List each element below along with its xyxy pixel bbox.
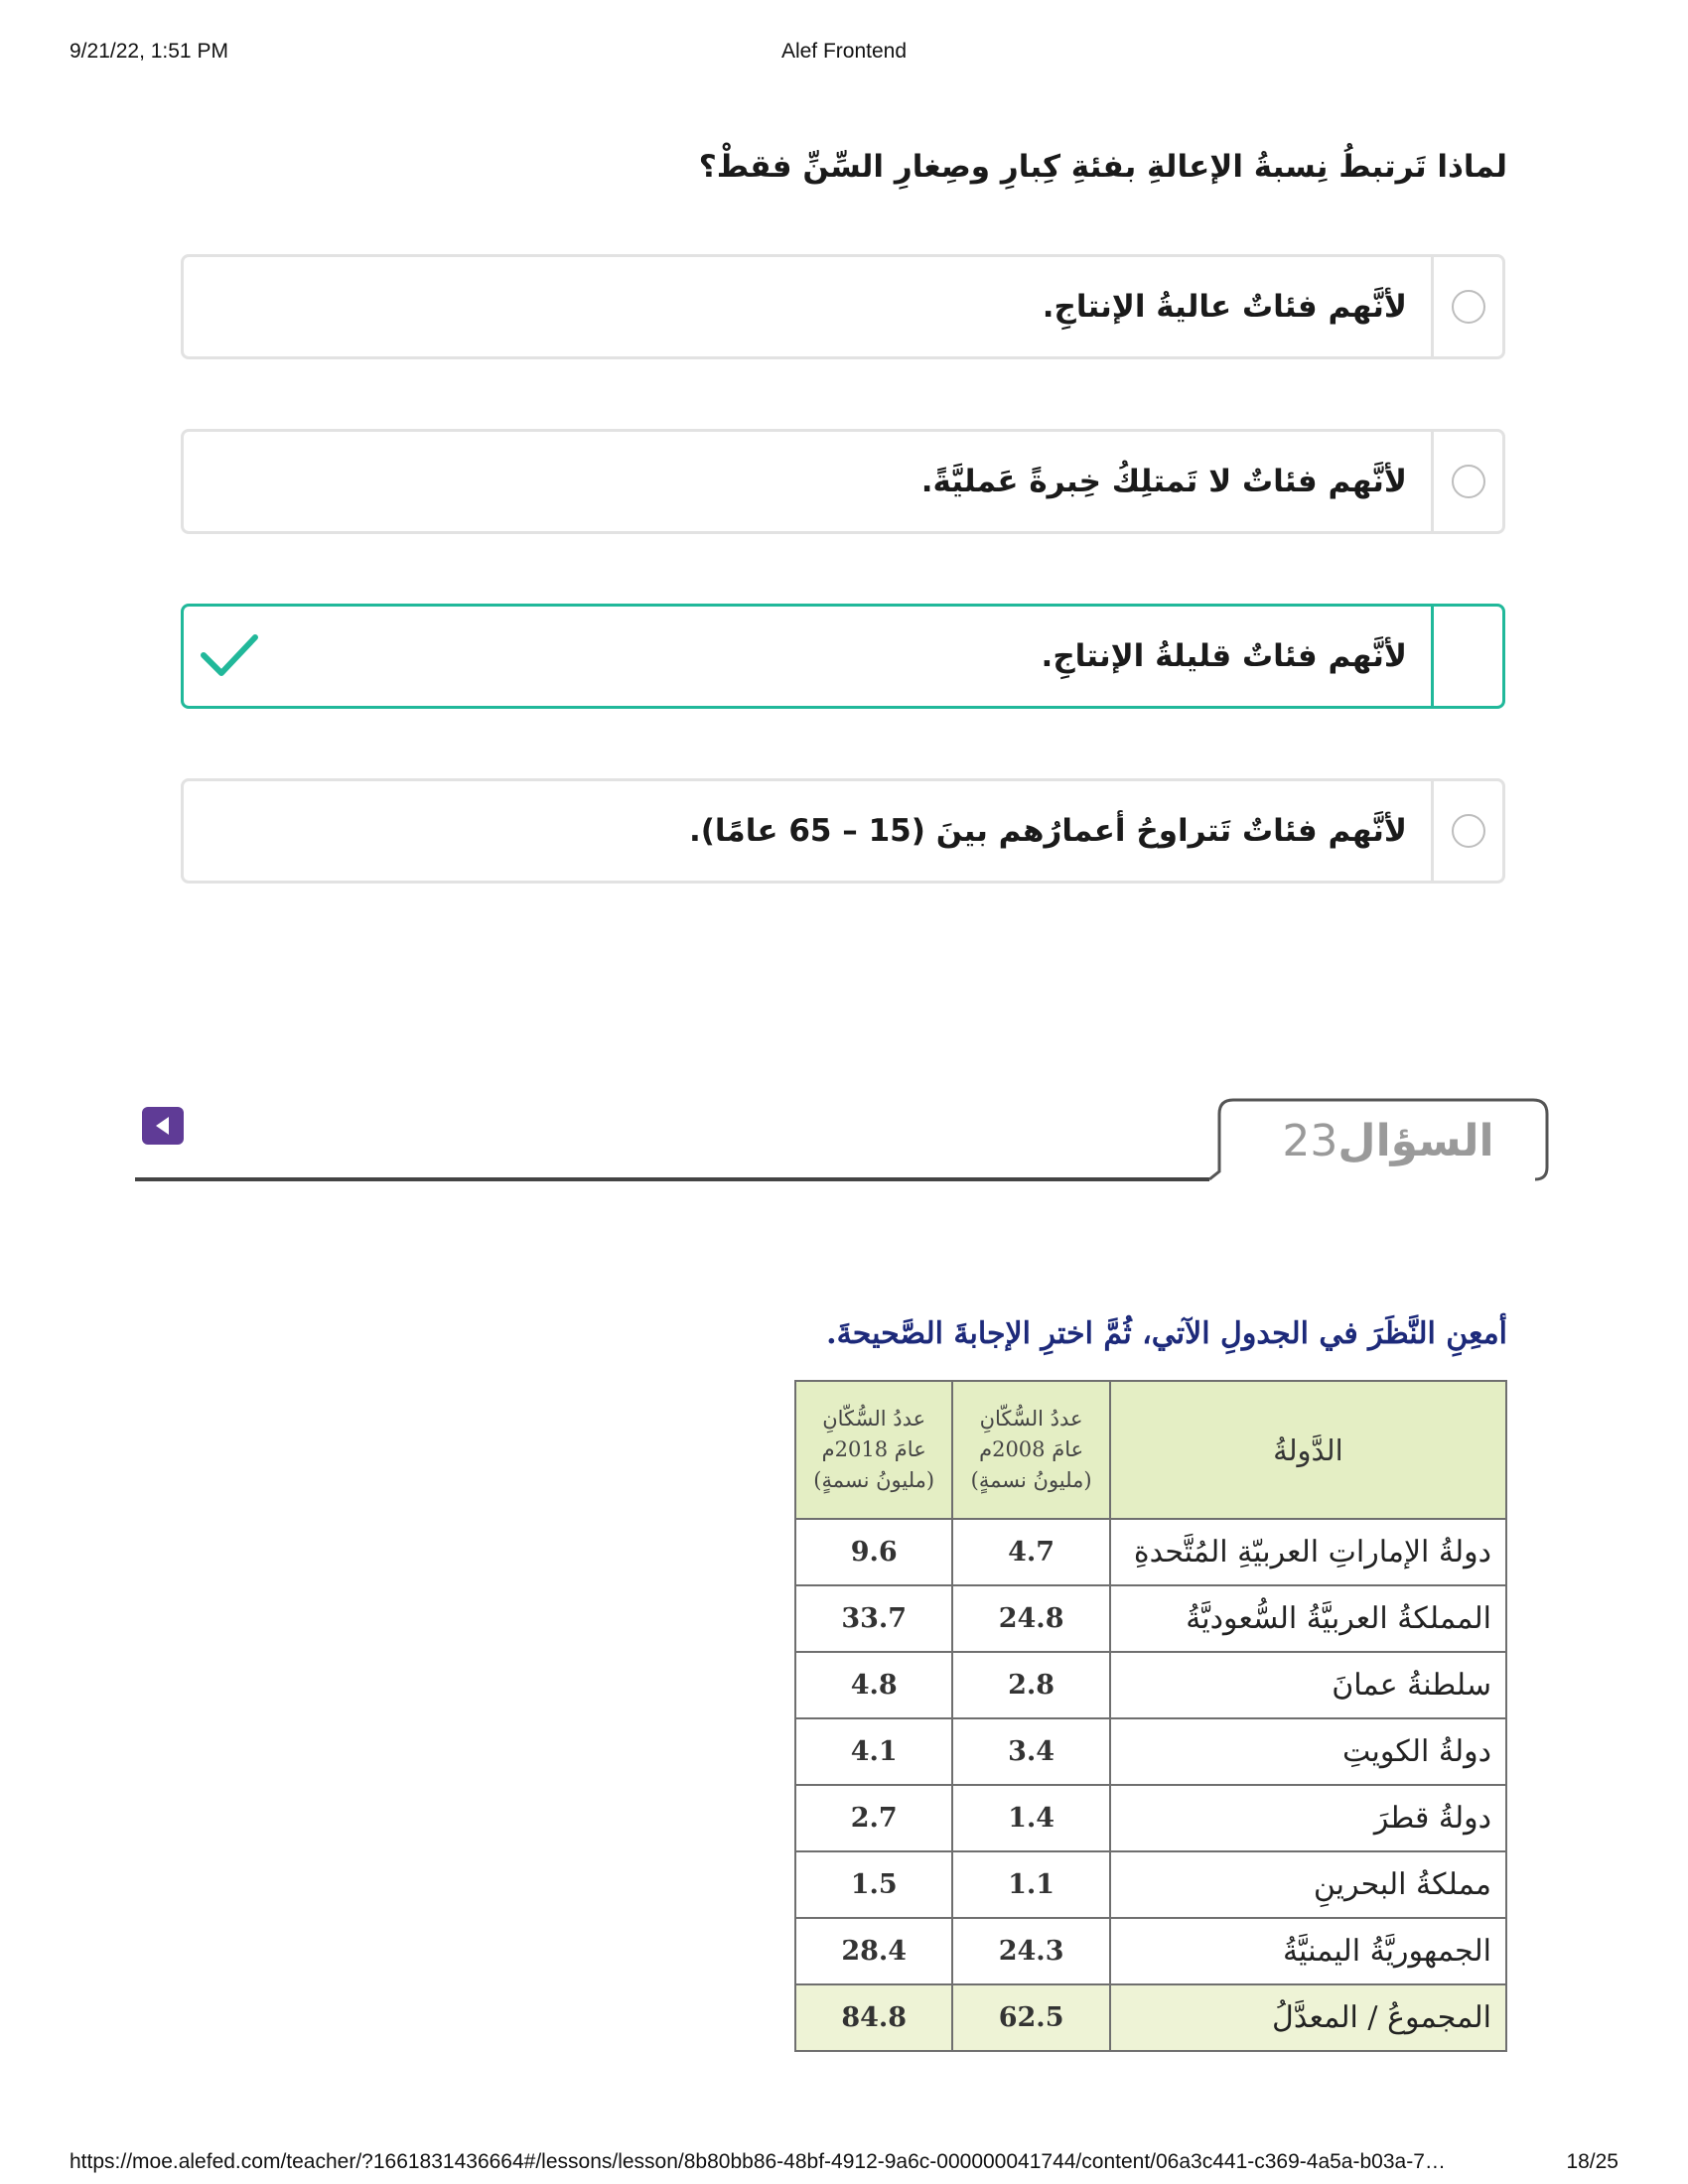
- question-number-tab: [1219, 1100, 1547, 1181]
- answer-option-label: لأنَّهم فئاتٌ لا تَمتلِكُ خِبرةً عَمليَّةً.: [920, 464, 1407, 499]
- answer-option-label: لأنَّهم فئاتٌ تَتراوحُ أعمارُهم بينَ (15 – 65 عامًا).: [688, 813, 1407, 849]
- header-2008: [952, 1381, 1109, 1519]
- cell-country: دولةُ الكويتِ: [1110, 1718, 1506, 1785]
- header-line: عددُ السُّكّانِ: [979, 1407, 1083, 1431]
- print-datetime: 9/21/22, 1:51 PM: [70, 40, 228, 63]
- answer-option-label: لأنَّهم فئاتٌ قليلةُ الإنتاجِ.: [1041, 638, 1407, 674]
- answer-option-label: لأنَّهم فئاتٌ عاليةُ الإنتاجِ.: [1042, 289, 1407, 325]
- cell-2018: 28.4: [795, 1918, 952, 1984]
- cell-country: المجموعُ / المعدَّلُ: [1110, 1984, 1506, 2051]
- cell-2018: 9.6: [795, 1519, 952, 1585]
- header-line: (مليونُ نسمةٍ): [813, 1468, 935, 1492]
- cell-country: مملكةُ البحرينِ: [1110, 1851, 1506, 1918]
- population-table: [794, 1380, 1507, 2052]
- header-country: الدَّولةُ: [1110, 1381, 1506, 1519]
- cell-country: دولةُ قطرَ: [1110, 1785, 1506, 1851]
- question-text: لماذا تَرتبطُ نِسبةُ الإعالةِ بفئةِ كِبارِ وصِغارِ السِّنِّ فقطْ؟: [698, 149, 1507, 185]
- table-row: [795, 1785, 1506, 1851]
- cell-2008: 24.8: [952, 1585, 1109, 1652]
- cell-2008: 1.4: [952, 1785, 1109, 1851]
- page-url: https://moe.alefed.com/teacher/?1661831436664#/lessons/lesson/8b80bb86-48bf-4912-9a6c-000000041744/content/06a3c441-c369-4a5a-b03a-7…: [70, 2150, 1446, 2173]
- cell-2018: 1.5: [795, 1851, 952, 1918]
- cell-2018: 33.7: [795, 1585, 952, 1652]
- cell-2018: 84.8: [795, 1984, 952, 2051]
- header-2018: [795, 1381, 952, 1519]
- print-title: Alef Frontend: [780, 40, 908, 63]
- cell-2008: 1.1: [952, 1851, 1109, 1918]
- cell-2008: 62.5: [952, 1984, 1109, 2051]
- page-number: 18/25: [1566, 2150, 1618, 2173]
- cell-country: دولةُ الإماراتِ العربيّةِ المُتَّحدةِ: [1110, 1519, 1506, 1585]
- cell-2008: 4.7: [952, 1519, 1109, 1585]
- question-label: السؤال: [1337, 1115, 1494, 1166]
- header-line: عامَ 2008م: [979, 1437, 1084, 1461]
- table-row: [795, 1851, 1506, 1918]
- cell-2018: 4.8: [795, 1652, 952, 1718]
- cell-2018: 2.7: [795, 1785, 952, 1851]
- print-footer: [70, 2150, 1618, 2180]
- cell-country: المملكةُ العربيَّةُ السُّعوديَّةُ: [1110, 1585, 1506, 1652]
- header-line: (مليونُ نسمةٍ): [970, 1468, 1092, 1492]
- header-line: عددُ السُّكّانِ: [822, 1407, 926, 1431]
- cell-2008: 3.4: [952, 1718, 1109, 1785]
- header-line: عامَ 2018م: [821, 1437, 926, 1461]
- question-instruction: أمعِنِ النَّظَرَ في الجدولِ الآتي، ثُمَّ اخترِ الإجابةَ الصَّحيحةَ.: [826, 1316, 1507, 1351]
- table-header-row: [795, 1381, 1506, 1519]
- table-row: [795, 1585, 1506, 1652]
- table-row: [795, 1652, 1506, 1718]
- table-row: [795, 1718, 1506, 1785]
- cell-country: سلطنةُ عمانَ: [1110, 1652, 1506, 1718]
- cell-2008: 2.8: [952, 1652, 1109, 1718]
- question-number: 23: [1282, 1115, 1338, 1166]
- table-row: [795, 1918, 1506, 1984]
- cell-2008: 24.3: [952, 1918, 1109, 1984]
- cell-2018: 4.1: [795, 1718, 952, 1785]
- table-row: [795, 1519, 1506, 1585]
- table-total-row: [795, 1984, 1506, 2051]
- cell-country: الجمهوريَّةُ اليمنيَّةُ: [1110, 1918, 1506, 1984]
